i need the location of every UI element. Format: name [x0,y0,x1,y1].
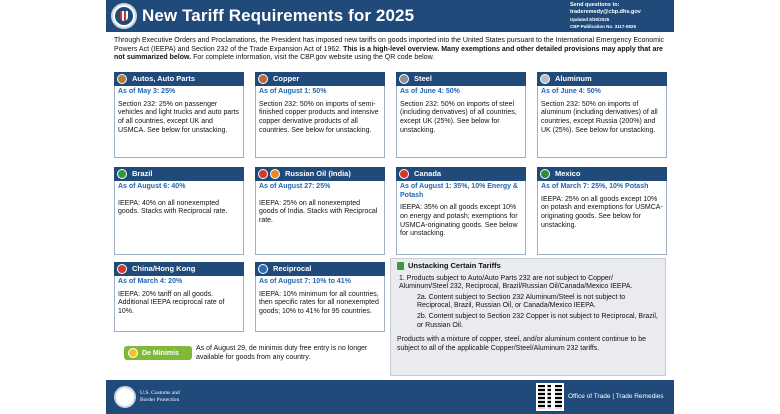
card-title: Mexico [555,168,581,178]
card-effective-date: As of March 7: 25%, 10% Potash [541,183,649,190]
card-effective-date: As of March 4: 20% [118,278,183,285]
card-description: IEEPA: 25% on all nonexempted goods of India. Stacks with Reciprocal rate. [259,199,378,224]
card-effective-date: As of August 6: 40% [118,183,186,190]
footer-bar [106,380,674,414]
card-title: Copper [273,73,300,83]
card-title: Russian Oil (India) [285,168,351,178]
card-body [114,276,244,332]
russia-flag-icon [258,169,268,179]
card-body [537,181,667,255]
card-canada [396,167,526,255]
office-name: Office of Trade | Trade Remedies [568,393,664,400]
agency-name-line1: U.S. Customs and [140,390,180,396]
steel-icon [399,74,409,84]
agency-name-line2: Border Protection [140,396,180,403]
intro-bold-text: This is a high-level overview. Many exemptions and other detailed provisions may apply that are not summarized below. [114,45,663,62]
card-description: IEEPA: 25% on all goods except 10% on potash and exemptions for USMCA-originating goods. See below for unstacking. [541,195,663,229]
card-effective-date: As of May 3: 25% [118,88,176,95]
unstacking-title: Unstacking Certain Tariffs [408,261,501,270]
card-description: IEEPA: 10% minimum for all countries, then specific rates for all nonexempted goods; 10% to 41% for 95 countries. [259,290,379,315]
card-description: Section 232: 25% on passenger vehicles and light trucks and auto parts of all countries, except UK and USMCA. See below for unstacking. [118,100,240,134]
unstacking-title-row [397,262,659,271]
publication-number: CBP Publication No. 3117-0825 [570,24,636,29]
mexico-flag-icon [540,169,550,179]
card-description: Section 232: 50% on imports of aluminum (including derivatives) of all countries, except Russia (200%) and UK (25%). See below for unstacking. [541,100,658,134]
recycle-bin-icon [397,262,404,270]
card-description: IEEPA: 40% on all nonexempted goods. Stacks with Reciprocal rate. [118,199,228,216]
card-header [255,262,385,276]
card-russian-oil [255,167,385,255]
car-icon [117,74,127,84]
card-autos [114,72,244,158]
card-header [114,72,244,86]
card-body [396,181,526,255]
card-header [396,167,526,181]
card-title: Steel [414,73,432,83]
card-body [396,86,526,158]
card-header [537,72,667,86]
contact-info [570,2,666,30]
card-description: Section 232: 50% on imports of steel (including derivatives) of all countries, except UK (25%). See below for unstacking. [400,100,517,134]
deminimis-label: De Minimis [142,349,179,357]
card-brazil [114,167,244,255]
intro-paragraph [114,37,666,63]
deminimis-badge [124,346,192,360]
card-body [537,86,667,158]
contact-email[interactable]: traderemedy@cbp.dhs.gov [570,9,641,15]
card-china-hong-kong [114,262,244,332]
card-body [255,86,385,158]
card-title: Canada [414,168,442,178]
card-copper [255,72,385,158]
card-effective-date: As of August 1: 50% [259,88,327,95]
card-effective-date: As of August 7: 10% to 41% [259,278,351,285]
cbp-seal-icon [114,386,136,408]
header-bar [106,0,674,32]
unstacking-rule-2b: 2b. Content subject to Section 232 Copper is not subject to Reciprocal, Brazil, or Russian Oil. [417,312,658,329]
copper-icon [258,74,268,84]
card-header [114,167,244,181]
aluminum-icon [540,74,550,84]
canada-flag-icon [399,169,409,179]
card-effective-date: As of June 4: 50% [400,88,460,95]
card-effective-date: As of June 4: 50% [541,88,601,95]
card-title: Reciprocal [273,263,312,273]
card-title: Aluminum [555,73,592,83]
card-body [114,181,244,255]
card-header [396,72,526,86]
card-title: Brazil [132,168,153,178]
intro-tail-text: For complete information, visit the CBP.gov website using the QR code below. [191,54,435,62]
unstacking-rule-2a: 2a. Content subject to Section 232 Aluminum/Steel is not subject to Reciprocal, Brazil, Russian Oil, or Canada/Mexico IEEPA. [417,293,626,310]
globe-icon [258,264,268,274]
card-description: IEEPA: 35% on all goods except 10% on energy and potash; exemptions for USMCA-originating goods. See below for unstacking. [400,204,518,238]
card-header [114,262,244,276]
card-header [537,167,667,181]
updated-date: Updated 8/30/2025 [570,17,610,22]
card-steel [396,72,526,158]
deminimis-text: As of August 29, de minimis duty free entry is no longer available for goods from any country. [196,345,368,361]
intro-text: Through Executive Orders and Proclamations, the President has imposed new tariffs on goods imported into the United States pursuant to the International Emergency Economic Powers Act (IEEPA) and Section 232 of the Trade Expansion Act of 1962. [114,37,665,53]
unstacking-rule-1: 1. Products subject to Auto/Auto Parts 232 are not subject to Copper/ Aluminum/Steel 232, Reciprocal, Brazil/Russian Oil/Canada/Mexico IEEPA. [399,274,633,291]
card-description: Section 232: 50% on imports of semi-finished copper products and intensive copper derivative products of all countries. See below for unstacking. [259,100,379,134]
card-mexico [537,167,667,255]
card-effective-date: As of August 27: 25% [259,183,331,190]
card-reciprocal [255,262,385,332]
card-header [255,72,385,86]
page-title: New Tariff Requirements for 2025 [142,6,415,25]
card-title: China/Hong Kong [132,263,196,273]
qr-code-icon[interactable] [536,383,564,411]
card-title: Autos, Auto Parts [132,73,196,83]
card-description: IEEPA: 20% tariff on all goods. Additional IEEPA reciprocal rate of 10%. [118,290,225,315]
coin-icon [128,348,138,358]
card-aluminum [537,72,667,158]
agency-name [140,390,210,403]
contact-label: Send questions to: [570,2,620,8]
unstacking-panel [390,258,666,376]
unstacking-note: Products with a mixture of copper, steel, and/or aluminum content continue to be subject to all of the applicable Copper/Steel/Aluminum 232 tariffs. [397,336,647,352]
dhs-seal-icon [111,3,137,29]
card-header [255,167,385,181]
india-flag-icon [270,169,280,179]
brazil-flag-icon [117,169,127,179]
card-body [255,276,385,332]
china-flag-icon [117,264,127,274]
tariff-flyer [106,0,674,414]
card-body [255,181,385,255]
card-effective-date: As of August 1: 35%, 10% Energy & Potash [400,183,518,199]
card-body [114,86,244,158]
